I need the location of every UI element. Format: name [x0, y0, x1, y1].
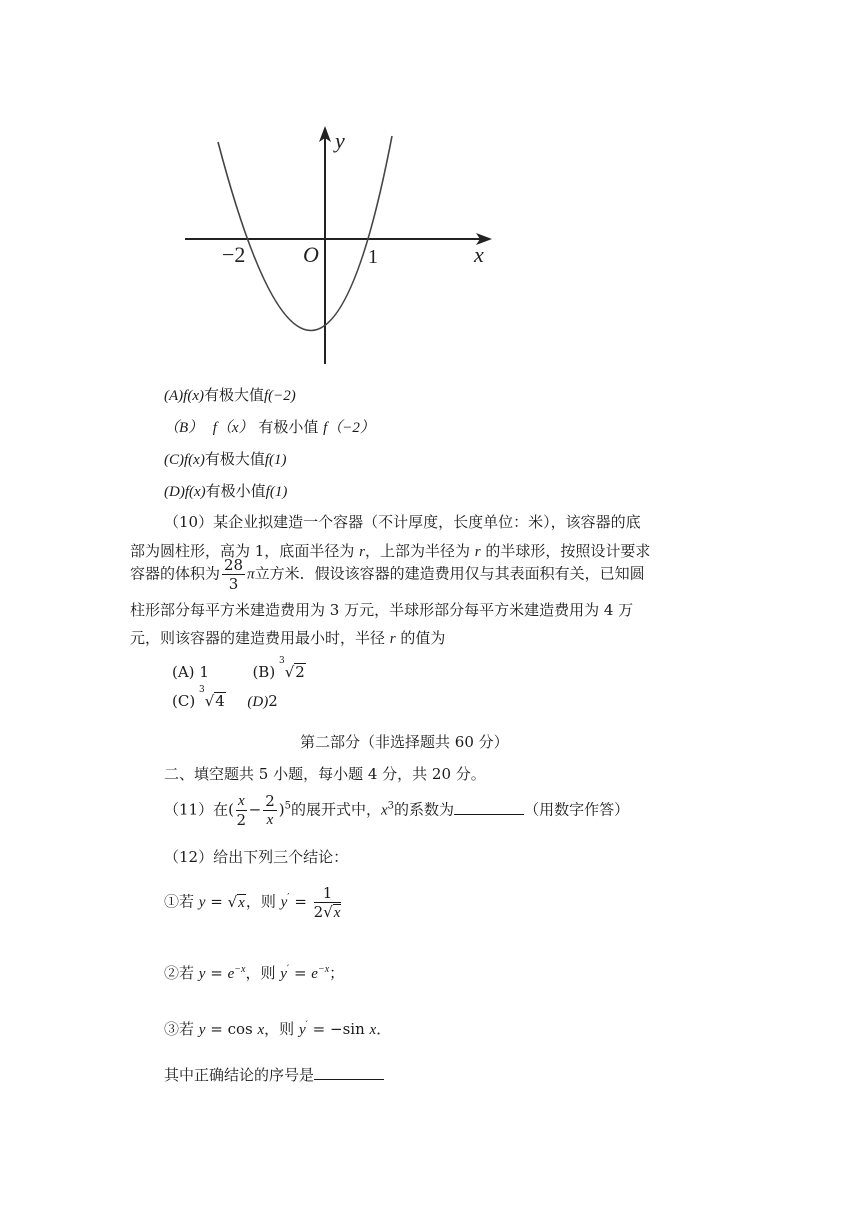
q10-line-1: （10）某企业拟建造一个容器（不计厚度，长度单位：米），该容器的底 [164, 513, 641, 531]
text: 容器的体积为 [130, 564, 221, 583]
paren: ) [278, 800, 285, 819]
q12-statement-2 [164, 962, 344, 983]
minus-sign: − [248, 800, 262, 819]
parabola-curve [218, 136, 392, 331]
exponent: −x [234, 964, 246, 975]
variable: y [198, 966, 206, 982]
prime: ′ [286, 964, 290, 975]
text: ． [376, 1020, 392, 1038]
text: 立方米．假设该容器的建造费用仅与其表面积有关，已知圆 [254, 564, 645, 583]
equals: = [289, 964, 312, 982]
variable: y [280, 894, 288, 911]
option-value: f(1) [265, 484, 288, 500]
q9-option-d [164, 480, 287, 501]
option-value: 1 [199, 663, 209, 681]
var-r: r [359, 544, 365, 560]
q9-option-a [164, 384, 296, 405]
text: 的系数为 [394, 800, 455, 819]
text: 其中正确结论的序号是 [164, 1066, 315, 1084]
fraction-denominator: x [266, 812, 274, 828]
equals: = [205, 964, 228, 982]
root-index: 3 [198, 685, 205, 695]
radicand: x [238, 894, 245, 911]
q10-options-row-1 [172, 656, 306, 681]
option-letter: (A) [172, 663, 195, 681]
option-text: 有极小值 [205, 482, 266, 500]
option-value: f(−2) [264, 388, 296, 404]
fraction-numerator: x [237, 793, 245, 809]
section-heading: 二、填空题共 5 小题，每小题 4 分，共 20 分。 [164, 765, 486, 783]
exponent: −x [317, 964, 330, 975]
fraction-denominator: 2 [236, 811, 247, 829]
option-c: (C) 3 √4 [172, 685, 225, 710]
volume-fraction [222, 556, 245, 593]
option-b: (B) 3 √2 [252, 656, 305, 681]
pi-symbol: π [247, 566, 255, 583]
option-letter: (B) [252, 663, 276, 681]
part-2-title: 第二部分（非选择题共 60 分） [300, 733, 509, 751]
text: ③若 [164, 1020, 195, 1038]
tick-label-1: 1 [368, 246, 378, 268]
radicand: x [333, 905, 341, 921]
option-letter: （B） [164, 420, 204, 436]
q9-option-c [164, 448, 287, 469]
fraction-numerator: 1 [314, 884, 342, 903]
option-func: f(x) [184, 452, 205, 468]
prime: ′ [305, 1020, 308, 1031]
option-letter: (A) [164, 388, 184, 404]
prime: ′ [287, 892, 290, 904]
fraction-numerator: 28 [224, 556, 244, 574]
sqrt-expression: √x [227, 892, 245, 911]
answer-blank [314, 1065, 384, 1080]
var-r: r [474, 544, 481, 560]
text: （11）在 [164, 800, 229, 819]
variable: x [257, 1022, 265, 1038]
option-letter: (D) [247, 694, 269, 710]
q10-line-4: 柱形部分每平方米建造费用为 3 万元，半球形部分每平方米建造费用为 4 万 [130, 601, 634, 619]
fraction-1-over-2sqrtx [314, 884, 342, 921]
option-text: 有极大值 [204, 450, 265, 468]
text: ，则 [264, 1020, 295, 1038]
q10-line-5 [130, 627, 445, 648]
option-value: 2 [268, 692, 278, 710]
option-text: 有极小值 [258, 418, 319, 436]
equals: = [205, 892, 228, 911]
option-func: f(x) [184, 484, 206, 500]
text: 部为圆柱形，高为 1，底面半径为 [130, 542, 360, 560]
fraction-x-over-2 [236, 792, 247, 829]
q9-option-b [164, 416, 375, 437]
text: ①若 [164, 892, 195, 911]
option-letter: (D) [164, 484, 185, 500]
fraction-numerator: 2 [265, 792, 275, 810]
fraction-denominator: 2√x [313, 903, 341, 921]
option-letter: (C) [164, 452, 184, 468]
text: 元，则该容器的建造费用最小时，半径 [130, 629, 390, 647]
variable: y [198, 894, 206, 911]
text: ； [329, 964, 345, 982]
coefficient: 2 [313, 903, 324, 921]
option-text: 有极大值 [203, 386, 264, 404]
y-axis-label: y [335, 128, 345, 153]
x-axis-label: x [474, 242, 484, 267]
origin-label: O [303, 242, 319, 267]
base-e: e [227, 966, 235, 982]
text: ，则 [245, 892, 276, 911]
text: ，上部为半径为 [364, 542, 475, 560]
option-value: f（−2） [323, 420, 375, 436]
variable: x [381, 802, 388, 819]
variable: y [198, 1022, 206, 1038]
variable: y [280, 966, 287, 982]
option-func: f(x) [183, 388, 204, 404]
q12-intro: （12）给出下列三个结论： [164, 848, 349, 866]
answer-blank [454, 800, 524, 815]
var-r: r [389, 631, 396, 647]
fraction-denominator: 3 [228, 575, 239, 593]
option-func: f（x） [212, 420, 254, 436]
option-letter: (C) [172, 692, 196, 710]
exponent: 3 [387, 800, 395, 812]
equals-neg-sin: = −sin [307, 1020, 370, 1038]
text: 的值为 [395, 629, 446, 647]
text: （用数字作答） [524, 800, 630, 819]
equals: = [289, 892, 312, 911]
text: ，则 [245, 964, 276, 982]
base-e: e [311, 966, 318, 982]
variable: x [369, 1022, 377, 1038]
tick-label-neg2: −2 [222, 242, 246, 267]
root-radicand: 4 [215, 692, 225, 710]
equals-cos: = cos [205, 1020, 258, 1038]
text: ②若 [164, 964, 195, 982]
parabola-graph [180, 122, 500, 372]
q12-statement-3 [164, 1018, 391, 1039]
q11-line [164, 792, 629, 829]
variable: y [298, 1022, 306, 1038]
exponent: 5 [284, 800, 291, 812]
fraction-2-over-x [263, 792, 277, 829]
q10-line-3 [130, 556, 645, 593]
option-a [172, 663, 209, 681]
text: 的半球形，按照设计要求 [480, 542, 651, 560]
q10-options-row-2 [172, 685, 278, 711]
root-index: 3 [278, 656, 285, 666]
paren: ( [228, 800, 234, 819]
option-d [247, 692, 277, 710]
q12-statement-1 [164, 884, 343, 921]
root-radicand: 2 [295, 663, 305, 681]
text: 的展开式中， [290, 800, 381, 819]
option-value: f(1) [264, 452, 287, 468]
q12-final [164, 1064, 384, 1085]
